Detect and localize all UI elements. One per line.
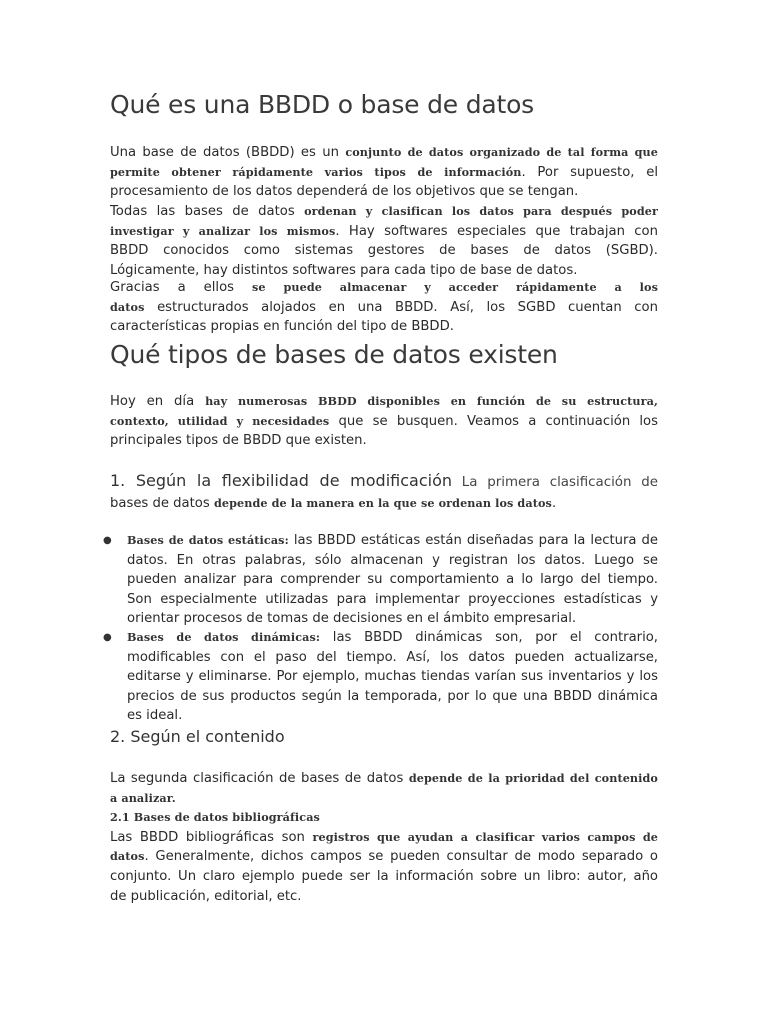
page-title: Qué es una BBDD o base de datos bbox=[110, 90, 535, 119]
paragraph-types-intro: Hoy en día hay numerosas BBDD disponibles en función de su estructura, contexto, utilidad y necesidades que se busquen. Veamos a continuación los principales tipos de BBDD que existen. bbox=[110, 394, 659, 449]
paragraph-sgbd: Gracias a ellos se puede almacenar y acceder rápidamente a los datos estructurados alojados en una BBDD. Así, los SGBD cuentan con características propias en función del tipo de BBDD. bbox=[110, 280, 658, 335]
subsection-heading-flexibility: 1. Según la flexibilidad de modificación bbox=[110, 471, 452, 490]
list-item-dynamic: Bases de datos dinámicas: las BBDD dinámicas son, por el contrario, modificables con el paso del tiempo. Así, los datos pueden actualizarse, editarse y eliminarse. Por ejemplo, muchas tiendas varían sus inventarios y los precios de sus productos según la temporada, por lo que una BBDD dinámica es ideal. bbox=[127, 630, 658, 724]
paragraph-content-classification: La segunda clasificación de bases de datos depende de la prioridad del contenido a analizar. 2.1 Bases de datos bibliográficas Las BBDD bibliográficas son registros que ayudan a clasificar varios campos de datos. Generalmente, dichos campos se pueden consultar de modo separado o conjunto. Un claro ejemplo puede ser la información sobre un libro: autor, año de publicación, editorial, etc. bbox=[110, 771, 658, 904]
section-title-types: Qué tipos de bases de datos existen bbox=[110, 340, 558, 369]
paragraph-ordering: Todas las bases de datos ordenan y clasifican los datos para después poder investigar y analizar los mismos. Hay softwares especiales que trabajan con BBDD conocidos como sistemas gestores de bases de datos (SGBD). Lógicamente, hay distintos softwares para cada tipo de base de datos. bbox=[110, 204, 658, 278]
bullet-icon: ● bbox=[103, 535, 112, 546]
subsection-heading-bibliographic: 2.1 Bases de datos bibliográficas bbox=[110, 810, 320, 825]
paragraph-definition: Una base de datos (BBDD) es un conjunto de datos organizado de tal forma que permite obtener rápidamente varios tipos de información. Por supuesto, el procesamiento de los datos dependerá de los objetivos que se tengan. bbox=[110, 145, 658, 200]
subsection-heading-content: 2. Según el contenido bbox=[110, 727, 285, 746]
bullet-icon: ● bbox=[103, 632, 112, 643]
subsection-flexibility: 1. Según la flexibilidad de modificación La primera clasificación de bases de datos depende de la manera en la que se ordenan los datos. bbox=[110, 471, 658, 511]
list-item-static: Bases de datos estáticas: las BBDD estáticas están diseñadas para la lectura de datos. En otras palabras, sólo almacenan y registran los datos. Luego se pueden analizar para comprender su comportamiento a lo largo del tiempo. Son especialmente utilizadas para implementar proyecciones estadísticas y orientar procesos de tomas de decisiones en el ámbito empresarial. bbox=[127, 533, 658, 627]
